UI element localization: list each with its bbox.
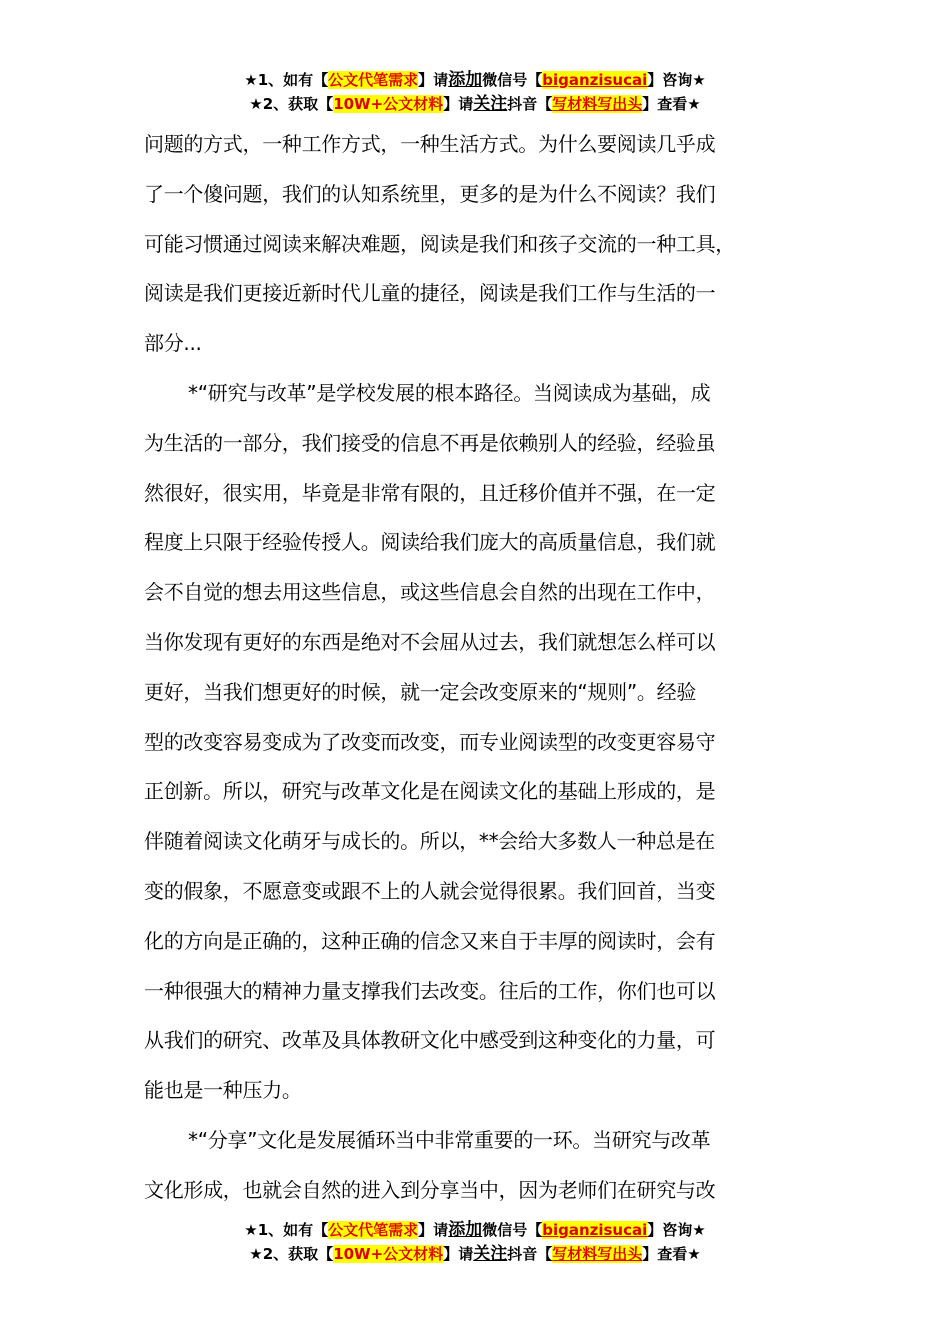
banner-line-2 xyxy=(0,92,950,116)
banner-text: 】咨询★ xyxy=(647,1221,706,1239)
banner-text: 抖音【 xyxy=(507,95,553,113)
banner-highlight: 10W+公文材料 xyxy=(333,1245,444,1263)
banner-text: ★2、获取【 xyxy=(249,1245,334,1263)
header-banner xyxy=(0,68,950,116)
banner-text: 抖音【 xyxy=(507,1245,553,1263)
banner-text: 】查看★ xyxy=(642,95,701,113)
banner-text: 微信号【 xyxy=(482,71,543,89)
banner-emphasis: 添加 xyxy=(448,70,483,90)
text-line: 从我们的研究、改革及具体教研文化中感受到这种变化的力量，可 xyxy=(144,1028,716,1053)
text-line: 型的改变容易变成为了改变而改变，而专业阅读型的改变更容易守 xyxy=(144,729,716,754)
banner-text: ★1、如有【 xyxy=(244,71,329,89)
banner-highlight: 写材料写出头 xyxy=(552,1245,643,1263)
text-line: 了一个傻问题，我们的认知系统里，更多的是为什么不阅读？我们 xyxy=(144,181,716,206)
text-line: 程度上只限于经验传授人。阅读给我们庞大的高质量信息，我们就 xyxy=(144,530,716,555)
banner-emphasis: 关注 xyxy=(473,94,508,114)
text-line: 正创新。所以，研究与改革文化是在阅读文化的基础上形成的，是 xyxy=(144,779,716,804)
banner-line-1 xyxy=(0,1218,950,1242)
banner-text: 】请 xyxy=(443,1245,474,1263)
text-line: 文化形成，也就会自然的进入到分享当中，因为老师们在研究与改 xyxy=(144,1177,716,1202)
banner-emphasis: 添加 xyxy=(448,1220,483,1240)
banner-highlight: biganzisucai xyxy=(542,71,648,89)
banner-text: 】查看★ xyxy=(642,1245,701,1263)
banner-highlight: 公文代笔需求 xyxy=(328,71,419,89)
banner-highlight: 10W+公文材料 xyxy=(333,95,444,113)
text-line: 当你发现有更好的东西是绝对不会屈从过去，我们就想怎么样可以 xyxy=(144,629,716,654)
banner-text: ★1、如有【 xyxy=(244,1221,329,1239)
text-line: 一种很强大的精神力量支撑我们去改变。往后的工作，你们也可以 xyxy=(144,978,716,1003)
banner-text: 】请 xyxy=(418,1221,449,1239)
banner-emphasis: 关注 xyxy=(473,1244,508,1264)
text-line: 部分... xyxy=(144,331,202,356)
banner-highlight: 写材料写出头 xyxy=(552,95,643,113)
text-line: 可能习惯通过阅读来解决难题，阅读是我们和孩子交流的一种工具， xyxy=(144,231,735,256)
text-line: 能也是一种压力。 xyxy=(144,1078,302,1103)
text-line: 会不自觉的想去用这些信息，或这些信息会自然的出现在工作中， xyxy=(144,580,716,605)
text-line: *“分享”文化是发展循环当中非常重要的一环。当研究与改革 xyxy=(188,1127,711,1152)
banner-text: 】请 xyxy=(443,95,474,113)
text-line: 为生活的一部分，我们接受的信息不再是依赖别人的经验，经验虽 xyxy=(144,430,716,455)
body-text xyxy=(144,120,844,1216)
footer-banner xyxy=(0,1218,950,1266)
text-line: 更好，当我们想更好的时候，就一定会改变原来的“规则”。经验 xyxy=(144,679,697,704)
banner-text: ★2、获取【 xyxy=(249,95,334,113)
text-line: *“研究与改革”是学校发展的根本路径。当阅读成为基础，成 xyxy=(188,380,711,405)
text-line: 然很好，很实用，毕竟是非常有限的，且迁移价值并不强，在一定 xyxy=(144,480,716,505)
text-line: 变的假象，不愿意变或跟不上的人就会觉得很累。我们回首，当变 xyxy=(144,878,716,903)
text-line: 伴随着阅读文化萌牙与成长的。所以，**会给大多数人一种总是在 xyxy=(144,829,715,854)
text-line: 化的方向是正确的，这种正确的信念又来自于丰厚的阅读时，会有 xyxy=(144,928,716,953)
banner-line-1 xyxy=(0,68,950,92)
banner-line-2 xyxy=(0,1242,950,1266)
banner-text: 】咨询★ xyxy=(647,71,706,89)
banner-highlight: 公文代笔需求 xyxy=(328,1221,419,1239)
banner-text: 】请 xyxy=(418,71,449,89)
banner-highlight: biganzisucai xyxy=(542,1221,648,1239)
banner-text: 微信号【 xyxy=(482,1221,543,1239)
text-line: 问题的方式，一种工作方式，一种生活方式。为什么要阅读几乎成 xyxy=(144,132,716,156)
text-line: 阅读是我们更接近新时代儿童的捷径，阅读是我们工作与生活的一 xyxy=(144,281,716,306)
